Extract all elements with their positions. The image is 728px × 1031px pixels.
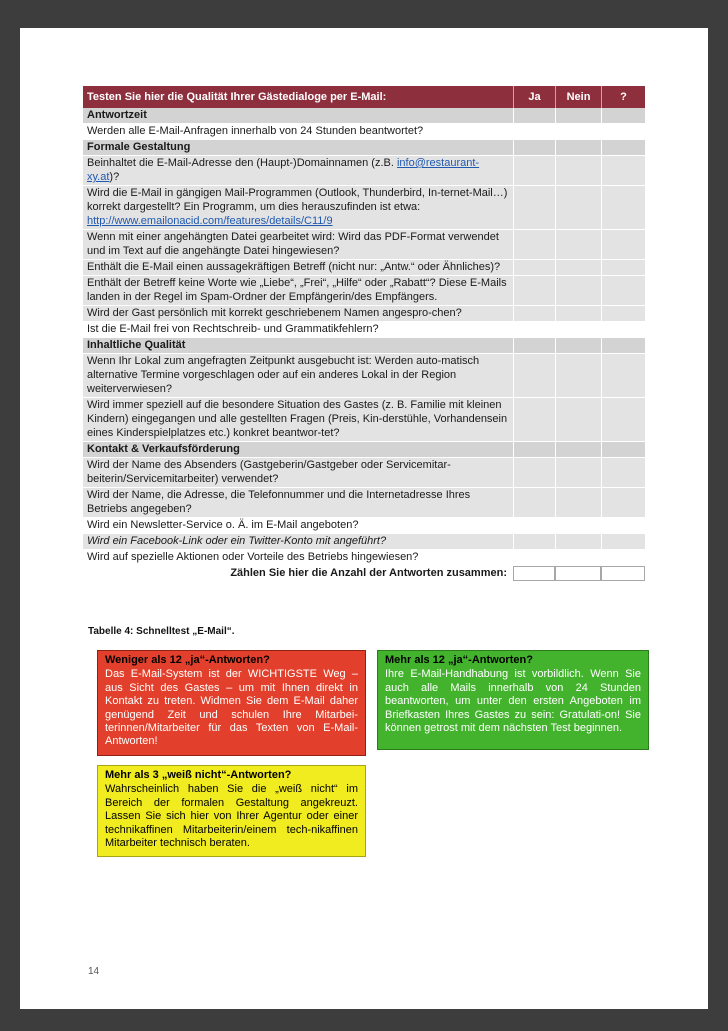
column-header-ja: Ja <box>513 86 555 108</box>
answer-cell-unknown <box>601 230 645 259</box>
answer-cell-ja <box>513 276 555 305</box>
advice-box-title: Mehr als 12 „ja“-Antworten? <box>385 654 533 666</box>
answer-cell-ja <box>513 108 555 123</box>
answer-cell-unknown <box>601 566 645 581</box>
question-text: Enthält der Betreff keine Worte wie „Liebe“, „Frei“, „Hilfe“ oder „Rabatt“? Diese E-Mails landen in der Regel im Spam-Ordner der Empfängerin/des Empfängers. <box>87 277 507 303</box>
answer-cell-ja <box>513 140 555 155</box>
answer-cell-nein <box>555 442 601 457</box>
question-cell <box>83 518 513 533</box>
question-cell <box>83 550 513 565</box>
question-cell <box>83 458 513 487</box>
question-text: Antwortzeit <box>87 109 147 121</box>
answer-cell-nein <box>555 276 601 305</box>
answer-cell-ja <box>513 488 555 517</box>
advice-box-title: Mehr als 3 „weiß nicht“-Antworten? <box>105 769 292 781</box>
question-text: Wird die E-Mail in gängigen Mail-Programmen (Outlook, Thunderbird, In-ternet-Mail…) korrekt dargestellt? Ein Programm, um dies herauszufinden ist etwa: <box>87 187 508 213</box>
table-row <box>83 186 645 230</box>
answer-cell-ja <box>513 354 555 397</box>
question-text: Werden alle E-Mail-Anfragen innerhalb von 24 Stunden beantwortet? <box>87 125 424 137</box>
table-row <box>83 124 645 140</box>
answer-cell-unknown <box>601 398 645 441</box>
answer-cell-ja <box>513 322 555 337</box>
answer-cell-ja <box>513 398 555 441</box>
question-cell <box>83 276 513 305</box>
advice-box-body: Das E-Mail-System ist der WICHTIGSTE Weg – aus Sicht des Gastes – um mit Ihnen direkt in Kontakt zu treten. Widmen Sie dem E-Mail daher genügend Zeit und schulen Ihre Mitarbei-terinnen/Mitarbeiter für das Texten von E-Mail-Antworten! <box>105 668 358 748</box>
answer-cell-nein <box>555 338 601 353</box>
answer-cell-nein <box>555 354 601 397</box>
question-cell <box>83 488 513 517</box>
page-number: 14 <box>88 966 100 977</box>
question-text: Formale Gestaltung <box>87 141 191 153</box>
question-text: Enthält die E-Mail einen aussagekräftigen Betreff (nicht nur: „Antw.“ oder Ähnliches)? <box>87 261 501 273</box>
advice-box-more-than-3-weiss-nicht <box>97 765 366 857</box>
question-text: Wird der Gast persönlich mit korrekt geschriebenem Namen angespro-chen? <box>87 307 462 319</box>
answer-cell-unknown <box>601 534 645 549</box>
answer-cell-ja <box>513 306 555 321</box>
answer-cell-nein <box>555 398 601 441</box>
answer-cell-nein <box>555 260 601 275</box>
answer-cell-nein <box>555 458 601 487</box>
table-caption: Tabelle 4: Schnelltest „E-Mail“. <box>88 626 235 637</box>
answer-cell-unknown <box>601 338 645 353</box>
question-cell <box>83 186 513 229</box>
answer-cell-nein <box>555 140 601 155</box>
answer-cell-unknown <box>601 488 645 517</box>
table-row <box>83 156 645 186</box>
hyperlink[interactable]: info@restaurant-xy.at <box>87 157 480 183</box>
column-header-unknown: ? <box>601 86 645 108</box>
question-text: Wird der Name, die Adresse, die Telefonnummer und die Internetadresse Ihres Betriebs angegeben? <box>87 489 471 515</box>
answer-cell-nein <box>555 550 601 565</box>
table-row <box>83 354 645 398</box>
table-row <box>83 488 645 518</box>
answer-cell-unknown <box>601 108 645 123</box>
answer-cell-ja <box>513 338 555 353</box>
answer-cell-nein <box>555 322 601 337</box>
answer-cell-nein <box>555 124 601 139</box>
table-row <box>83 306 645 322</box>
answer-cell-unknown <box>601 458 645 487</box>
answer-cell-nein <box>555 566 601 581</box>
question-text: Zählen Sie hier die Anzahl der Antworten zusammen: <box>230 567 507 579</box>
section-header-row <box>83 140 645 156</box>
hyperlink[interactable]: http://www.emailonacid.com/features/details/C11/9 <box>87 215 333 227</box>
question-cell <box>83 230 513 259</box>
table-row <box>83 322 645 338</box>
question-cell <box>83 338 513 353</box>
answer-cell-nein <box>555 108 601 123</box>
question-cell <box>83 566 513 581</box>
question-cell <box>83 534 513 549</box>
advice-box-body: Ihre E-Mail-Handhabung ist vorbildlich. Wenn Sie auch alle Mails innerhalb von 24 Stunden beantworten, um unter den ersten Angeboten im Briefkasten Ihres Gastes zu sein: Gratulati-on! Sie können getrost mit dem nächsten Test beginnen. <box>385 668 641 735</box>
answer-cell-unknown <box>601 276 645 305</box>
answer-cell-unknown <box>601 156 645 185</box>
question-text: Beinhaltet die E-Mail-Adresse den (Haupt-)Domainnamen (z.B. <box>87 157 397 169</box>
advice-box-more-than-12-ja <box>377 650 649 750</box>
question-text: Inhaltliche Qualität <box>87 339 186 351</box>
question-text: Wird der Name des Absenders (Gastgeberin/Gastgeber oder Servicemitar-beiterin/Servicemitarbeiter) verwendet? <box>87 459 451 485</box>
email-quality-checklist-table <box>83 86 645 582</box>
answer-cell-nein <box>555 156 601 185</box>
question-cell <box>83 322 513 337</box>
answer-cell-unknown <box>601 124 645 139</box>
answer-cell-unknown <box>601 260 645 275</box>
answer-cell-unknown <box>601 518 645 533</box>
answer-cell-ja <box>513 518 555 533</box>
table-row <box>83 398 645 442</box>
advice-box-fewer-than-12-ja <box>97 650 366 756</box>
question-cell <box>83 140 513 155</box>
question-text: Ist die E-Mail frei von Rechtschreib- und Grammatikfehlern? <box>87 323 379 335</box>
advice-box-title: Weniger als 12 „ja“-Antworten? <box>105 654 270 666</box>
answer-cell-ja <box>513 442 555 457</box>
answer-cell-ja <box>513 124 555 139</box>
question-text: )? <box>109 171 120 183</box>
question-cell <box>83 260 513 275</box>
question-text: Wird ein Facebook-Link oder ein Twitter-Konto mit angeführt? <box>87 535 387 547</box>
question-text: Wird immer speziell auf die besondere Situation des Gastes (z. B. Familie mit kleinen Kindern) eingegangen und alle gestellten Fragen (Preis, Kin-derstühle, Vorhandensein eines Kinderspielplatzes etc.) konkret beantwor-tet? <box>87 399 508 439</box>
table-header-row <box>83 86 645 108</box>
section-header-row <box>83 338 645 354</box>
question-cell <box>83 156 513 185</box>
table-row <box>83 550 645 566</box>
answer-cell-unknown <box>601 140 645 155</box>
question-cell <box>83 108 513 123</box>
answer-cell-ja <box>513 156 555 185</box>
advice-box-body: Wahrscheinlich haben Sie die „weiß nicht“ im Bereich der formalen Gestaltung angekreuzt. Lassen Sie sich hier von Ihrer Agentur oder einer technikaffinen Mitarbeiterin/einem tech-nikaffinen Mitarbeiter technisch beraten. <box>105 783 358 850</box>
table-row <box>83 458 645 488</box>
answer-cell-unknown <box>601 306 645 321</box>
section-header-row <box>83 442 645 458</box>
answer-cell-unknown <box>601 322 645 337</box>
question-cell <box>83 124 513 139</box>
table-row <box>83 276 645 306</box>
answer-cell-nein <box>555 534 601 549</box>
answer-cell-ja <box>513 566 555 581</box>
question-cell <box>83 306 513 321</box>
question-text: Wenn mit einer angehängten Datei gearbeitet wird: Wird das PDF-Format verwendet und im Text auf die angehängte Datei hingewiesen? <box>87 231 499 257</box>
answer-cell-ja <box>513 458 555 487</box>
question-text: Kontakt & Verkaufsförderung <box>87 443 240 455</box>
answer-cell-ja <box>513 186 555 229</box>
answer-cell-unknown <box>601 186 645 229</box>
question-text: Wird auf spezielle Aktionen oder Vorteile des Betriebs hingewiesen? <box>87 551 419 563</box>
answer-cell-unknown <box>601 354 645 397</box>
answer-cell-nein <box>555 488 601 517</box>
question-cell <box>83 442 513 457</box>
question-text: Wenn Ihr Lokal zum angefragten Zeitpunkt ausgebucht ist: Werden auto-matisch alternative Termine vorgeschlagen oder auf ein anderes Lokal in der Region weiterverwiesen? <box>87 355 480 395</box>
question-cell <box>83 398 513 441</box>
column-header-nein: Nein <box>555 86 601 108</box>
table-body <box>83 108 645 582</box>
answer-cell-nein <box>555 230 601 259</box>
table-row <box>83 518 645 534</box>
answer-cell-ja <box>513 550 555 565</box>
answer-cell-nein <box>555 518 601 533</box>
section-header-row <box>83 108 645 124</box>
table-row <box>83 534 645 550</box>
document-page <box>20 28 708 1009</box>
answer-cell-nein <box>555 186 601 229</box>
answer-cell-ja <box>513 534 555 549</box>
answer-cell-nein <box>555 306 601 321</box>
table-row <box>83 230 645 260</box>
table-title: Testen Sie hier die Qualität Ihrer Gästedialoge per E-Mail: <box>87 91 387 103</box>
table-row <box>83 260 645 276</box>
answer-cell-ja <box>513 260 555 275</box>
answer-cell-ja <box>513 230 555 259</box>
question-text: Wird ein Newsletter-Service o. Ä. im E-Mail angeboten? <box>87 519 359 531</box>
totals-row <box>83 566 645 582</box>
answer-cell-unknown <box>601 442 645 457</box>
answer-cell-unknown <box>601 550 645 565</box>
question-cell <box>83 354 513 397</box>
